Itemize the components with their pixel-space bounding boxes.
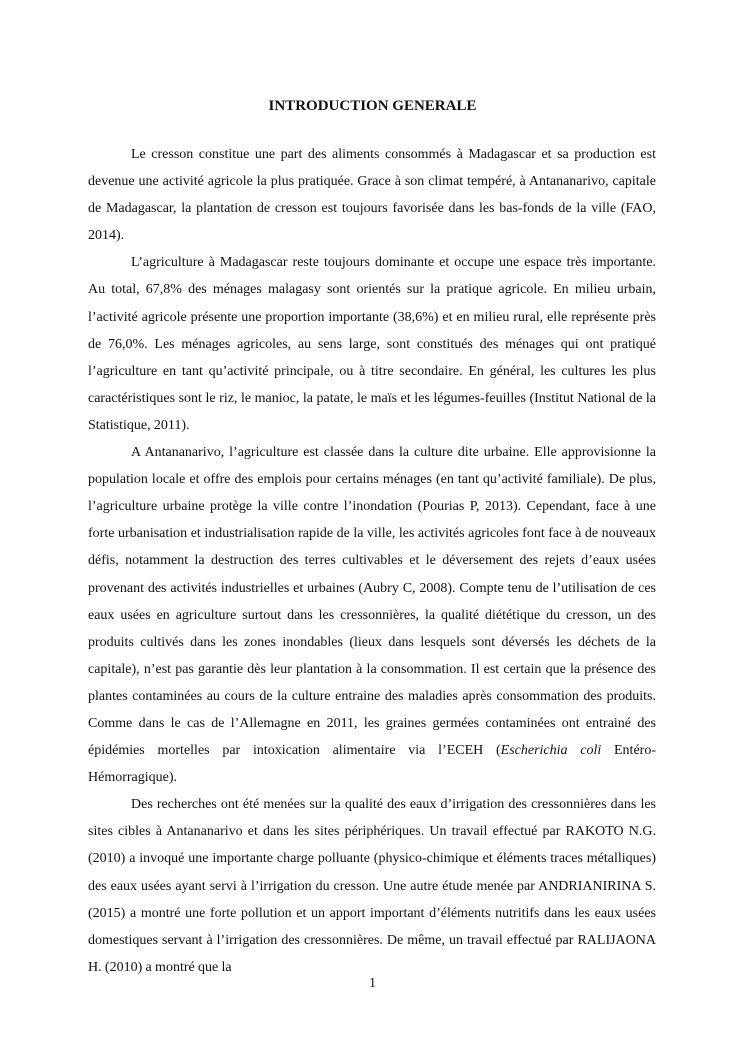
paragraph-1: Le cresson constitue une part des aliments consommés à Madagascar et sa production est devenue une activité agricole la plus pratiquée. Grace à son climat tempéré, à Antananarivo, capitale de Madagascar, la plantation de cresson est toujours favorisée dans les bas-fonds de la ville (FAO, 2014). [88, 147, 656, 244]
species-name-italic: Escherichia coli [500, 743, 602, 759]
paragraph-3-text-after: Entéro-Hémorragique). [88, 743, 656, 786]
paragraph-4: Des recherches ont été menées sur la qualité des eaux d’irrigation des cressonnières dans les sites cibles à Antananarivo et dans les sites périphériques. Un travail effectué par RAKOTO N.G. (2010) a invoqué une importante charge polluante (physico-chimique et éléments traces métalliques) des eaux usées ayant servi à l’irrigation du cresson. Une autre étude menée par ANDRIANIRINA S. (2015) a montré une forte pollution et un apport important d’éléments nutritifs dans les eaux usées domestiques servant à l’irrigation des cressonnières. De même, un travail effectué par RALIJAONA H. (2010) a montré que la [88, 797, 656, 975]
page-title: INTRODUCTION GENERALE [268, 98, 477, 114]
body-text [88, 141, 656, 981]
paragraph-3-text-before: A Antananarivo, l’agriculture est classée dans la culture dite urbaine. Elle approvisionne la population locale et offre des emplois pour certains ménages (en tant qu’activité familiale). De plus, l’agriculture urbaine protège la ville contre l’inondation (Pourias P, 2013). Cependant, face à une forte urbanisation et industrialisation rapide de la ville, les activités agricoles font face à de nouveaux défis, notamment la destruction des terres cultivables et le déversement des rejets d’eaux usées provenant des activités industrielles et urbaines (Aubry C, 2008). Compte tenu de l’utilisation de ces eaux usées en agriculture surtout dans les cressonnières, la qualité diététique du cresson, un des produits cultivés dans les zones inondables (lieux dans lesquels sont déversés les déchets de la capitale), n’est pas garantie dès leur plantation à la consommation. Il est certain que la présence des plantes contaminées au cours de la culture entraine des maladies après consommation des produits. Comme dans le cas de l’Allemagne en 2011, les graines germées contaminées ont entrainé des épidémies mortelles par intoxication alimentaire via l’ECEH ( [88, 445, 656, 759]
paragraph-3 [88, 439, 656, 791]
page-number: 1 [369, 976, 376, 991]
paragraph-2: L’agriculture à Madagascar reste toujours dominante et occupe une espace très importante. Au total, 67,8% des ménages malagasy sont orientés sur la pratique agricole. En milieu urbain, l’activité agricole présente une proportion importante (38,6%) et en milieu rural, elle représente près de 76,0%. Les ménages agricoles, au sens large, sont constitués des ménages qui ont pratiqué l’agriculture en tant qu’activité principale, ou à titre secondaire. En général, les cultures les plus caractéristiques sont le riz, le manioc, la patate, le maïs et les légumes-feuilles (Institut National de la Statistique, 2011). [88, 255, 656, 433]
